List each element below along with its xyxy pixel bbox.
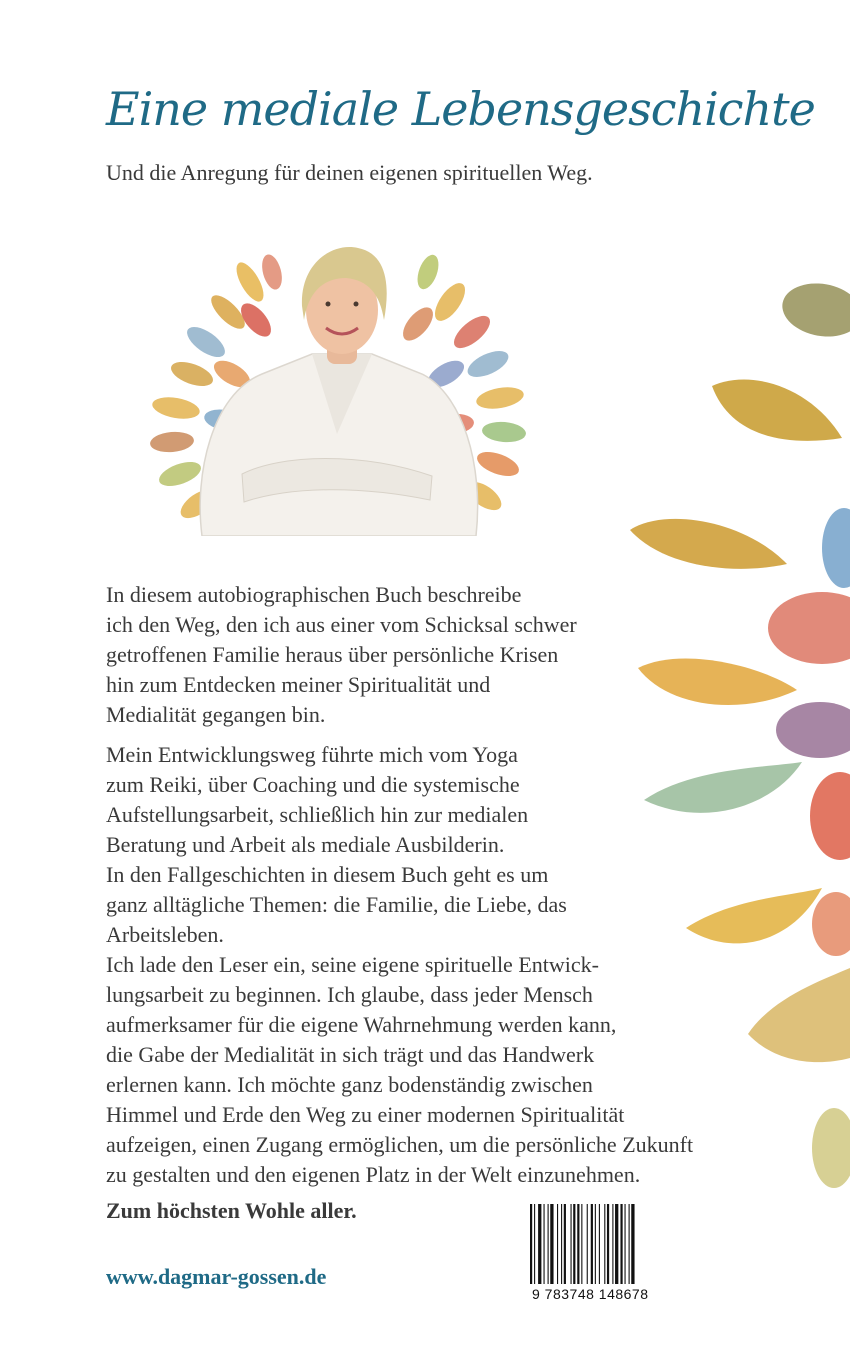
text-line: ich den Weg, den ich aus einer vom Schicksal schwer	[106, 612, 577, 637]
text-line: In diesem autobiographischen Buch beschreibe	[106, 582, 522, 607]
paragraph-3	[106, 950, 726, 1190]
text-line: Aufstellungsarbeit, schließlich hin zur medialen	[106, 802, 529, 827]
text-line: Medialität gegangen bin.	[106, 702, 326, 727]
author-portrait	[132, 224, 542, 536]
text-line: die Gabe der Medialität in sich trägt und das Handwerk	[106, 1042, 595, 1067]
text-line: erlernen kann. Ich möchte ganz bodenständig zwischen	[106, 1072, 593, 1097]
book-title: Eine mediale Lebensgeschichte	[106, 82, 815, 136]
text-line: aufzeigen, einen Zugang ermöglichen, um die persönliche Zukunft	[106, 1132, 694, 1157]
text-line: lungsarbeit zu beginnen. Ich glaube, dass jeder Mensch	[106, 982, 593, 1007]
text-line: hin zum Entdecken meiner Spiritualität und	[106, 672, 491, 697]
closing-line: Zum höchsten Wohle aller.	[106, 1198, 357, 1223]
isbn-digits: 9 783748 148678	[532, 1286, 649, 1302]
paragraph-1	[106, 580, 646, 730]
text-line: Mein Entwicklungsweg führte mich vom Yoga	[106, 742, 518, 767]
website-link[interactable]: www.dagmar-gossen.de	[106, 1264, 327, 1289]
text-line: Ich lade den Leser ein, seine eigene spirituelle Entwick-	[106, 952, 599, 977]
text-line: zum Reiki, über Coaching und die systemische	[106, 772, 520, 797]
text-line: Beratung und Arbeit als mediale Ausbilderin.	[106, 832, 505, 857]
barcode-icon	[526, 1204, 672, 1292]
text-line: ganz alltägliche Themen: die Familie, die Liebe, das	[106, 892, 567, 917]
text-line: aufmerksamer für die eigene Wahrnehmung werden kann,	[106, 1012, 617, 1037]
text-line: In den Fallgeschichten in diesem Buch geht es um	[106, 862, 549, 887]
paragraph-2	[106, 740, 646, 950]
text-line: zu gestalten und den eigenen Platz in der Welt einzunehmen.	[106, 1162, 641, 1187]
book-subtitle: Und die Anregung für deinen eigenen spirituellen Weg.	[106, 160, 593, 185]
text-line: Arbeitsleben.	[106, 922, 224, 947]
text-line: Himmel und Erde den Weg zu einer modernen Spiritualität	[106, 1102, 625, 1127]
text-line: getroffenen Familie heraus über persönliche Krisen	[106, 642, 559, 667]
